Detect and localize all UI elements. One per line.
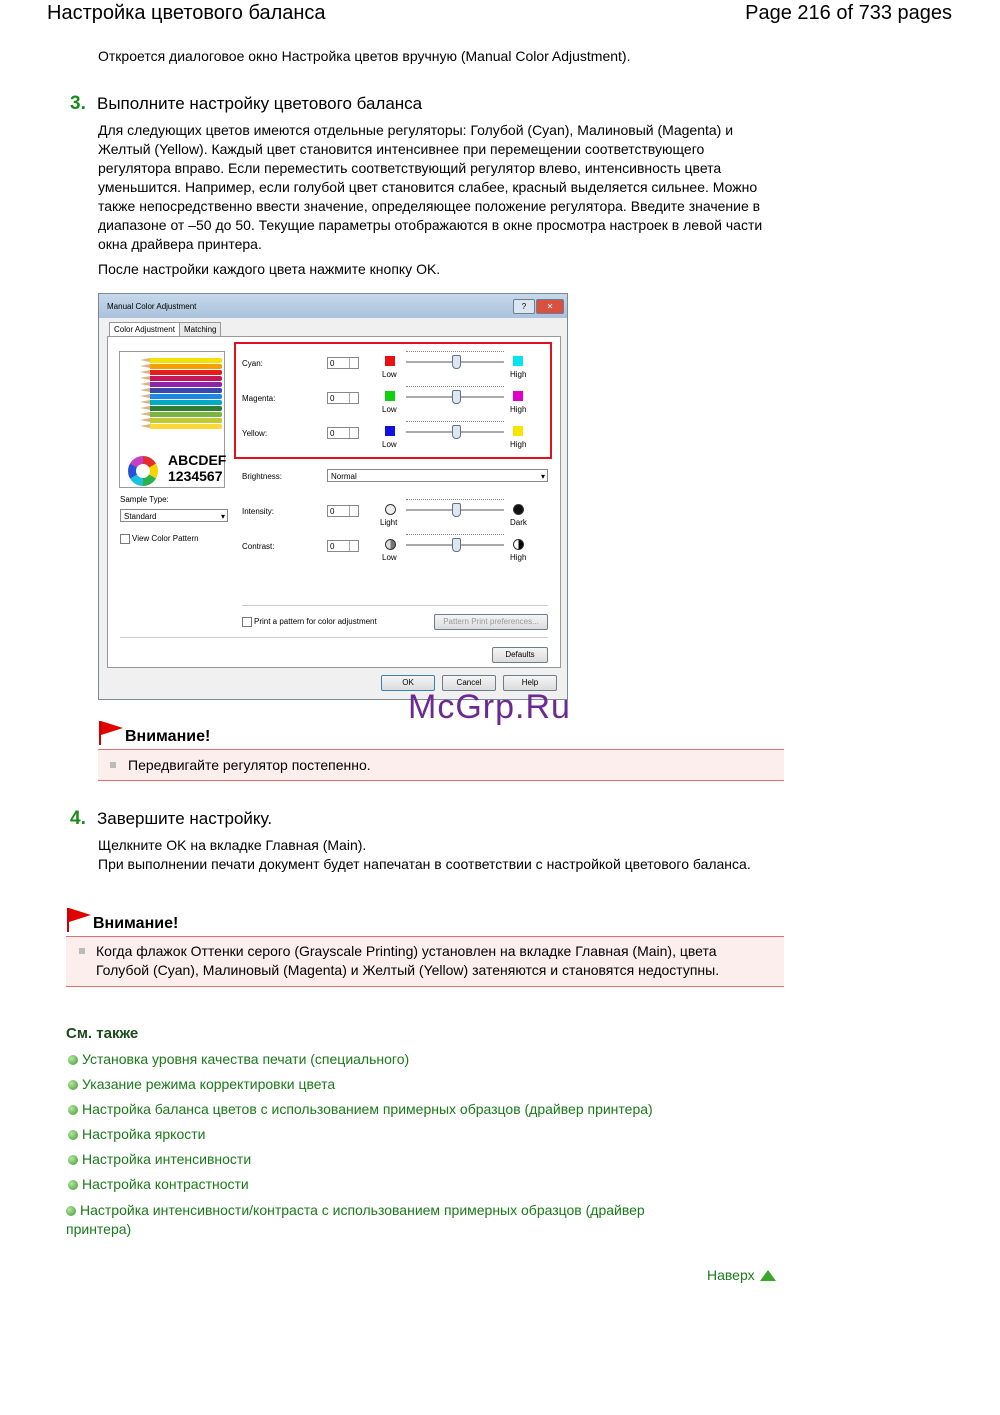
pencil-red bbox=[150, 370, 222, 375]
manual-color-adjustment-dialog bbox=[98, 293, 568, 700]
yellow-value-input[interactable]: 0 bbox=[327, 427, 359, 439]
help-icon[interactable]: ? bbox=[513, 299, 535, 314]
tab-matching[interactable]: Matching bbox=[179, 322, 221, 338]
pencil-lightgreen bbox=[150, 412, 222, 417]
cyan-slider-thumb[interactable] bbox=[452, 355, 461, 369]
cyan-value-input[interactable]: 0 bbox=[327, 357, 359, 369]
back-to-top-label[interactable]: Наверх bbox=[707, 1267, 755, 1283]
bullet-icon bbox=[66, 1206, 76, 1216]
low-contrast-icon bbox=[385, 539, 396, 550]
red-swatch bbox=[385, 356, 395, 366]
bullet-icon bbox=[68, 1105, 78, 1115]
contrast-value-input[interactable]: 0 bbox=[327, 540, 359, 552]
step-3-heading bbox=[70, 93, 422, 115]
see-also-link[interactable] bbox=[68, 1050, 409, 1069]
up-arrow-icon bbox=[760, 1270, 776, 1281]
defaults-button[interactable]: Defaults bbox=[492, 647, 548, 663]
bullet-icon bbox=[68, 1180, 78, 1190]
pencil-indigo bbox=[150, 388, 222, 393]
intensity-label: Intensity: bbox=[242, 507, 275, 516]
light-circle-icon bbox=[385, 504, 396, 515]
pencil-yellow bbox=[150, 358, 222, 363]
intensity-slider-thumb[interactable] bbox=[452, 503, 461, 517]
intro-text: Откроется диалоговое окно Настройка цветов вручную (Manual Color Adjustment). bbox=[98, 48, 631, 64]
divider bbox=[242, 605, 548, 606]
dialog-title: Manual Color Adjustment bbox=[107, 302, 197, 311]
cyan-label: Cyan: bbox=[242, 359, 263, 368]
divider bbox=[120, 637, 548, 638]
back-to-top-link[interactable] bbox=[707, 1267, 776, 1283]
bullet-icon bbox=[79, 948, 85, 954]
page-title: Настройка цветового баланса bbox=[47, 2, 326, 24]
watermark: McGrp.Ru bbox=[408, 688, 571, 726]
slider-ticks bbox=[406, 421, 504, 424]
page-counter: Page 216 of 733 pages bbox=[745, 2, 952, 24]
magenta-label: Magenta: bbox=[242, 394, 276, 403]
print-pattern-checkbox[interactable] bbox=[242, 617, 252, 627]
step-title: Выполните настройку цветового баланса bbox=[97, 94, 423, 113]
link-text[interactable]: Установка уровня качества печати (специального) bbox=[82, 1051, 410, 1067]
tab-color-adjustment[interactable]: Color Adjustment bbox=[109, 322, 180, 338]
pencil-lime bbox=[150, 418, 222, 423]
yellow-label: Yellow: bbox=[242, 429, 268, 438]
preview-letters bbox=[168, 452, 226, 484]
high-contrast-icon bbox=[513, 539, 524, 550]
step-title: Завершите настройку. bbox=[97, 809, 273, 828]
bullet-icon bbox=[68, 1080, 78, 1090]
slider-ticks bbox=[406, 534, 504, 537]
link-text[interactable]: Настройка контрастности bbox=[82, 1176, 249, 1192]
low-label: Low bbox=[382, 405, 397, 414]
pencil-orange bbox=[150, 364, 222, 369]
see-also-link[interactable] bbox=[66, 1201, 706, 1239]
preview-image bbox=[119, 351, 225, 488]
preview-text-1: ABCDEF bbox=[168, 452, 227, 468]
ok-button[interactable]: OK bbox=[381, 675, 435, 691]
see-also-link[interactable] bbox=[68, 1175, 249, 1194]
see-also-link[interactable] bbox=[68, 1100, 653, 1119]
blue-swatch bbox=[385, 426, 395, 436]
sample-type-label: Sample Type: bbox=[120, 495, 169, 504]
link-text[interactable]: Настройка интенсивности bbox=[82, 1151, 252, 1167]
pencil-gold bbox=[150, 424, 222, 429]
link-text[interactable]: Настройка яркости bbox=[82, 1126, 206, 1142]
print-pattern-label: Print a pattern for color adjustment bbox=[254, 617, 377, 626]
green-swatch bbox=[385, 391, 395, 401]
intensity-value-input[interactable]: 0 bbox=[327, 505, 359, 517]
see-also-title: См. также bbox=[66, 1025, 139, 1042]
view-color-pattern-label: View Color Pattern bbox=[132, 534, 199, 543]
low-label: Low bbox=[382, 553, 397, 562]
contrast-slider-thumb[interactable] bbox=[452, 538, 461, 552]
bullet-icon bbox=[68, 1130, 78, 1140]
see-also-link[interactable] bbox=[68, 1125, 205, 1144]
pencil-blue bbox=[150, 394, 222, 399]
color-wheel-icon bbox=[128, 456, 158, 486]
cyan-swatch bbox=[513, 356, 523, 366]
high-label: High bbox=[510, 553, 527, 562]
pattern-print-preferences-button[interactable]: Pattern Print preferences... bbox=[434, 614, 548, 630]
warning-box bbox=[66, 936, 784, 987]
magenta-swatch bbox=[513, 391, 523, 401]
brightness-label: Brightness: bbox=[242, 472, 283, 481]
link-text[interactable]: Настройка баланса цветов с использованием примерных образцов (драйвер принтера) bbox=[82, 1101, 653, 1117]
pencil-green bbox=[150, 406, 222, 411]
bullet-icon bbox=[68, 1055, 78, 1065]
yellow-swatch bbox=[513, 426, 523, 436]
dark-label: Dark bbox=[510, 518, 527, 527]
step-4-line-1: Щелкните OK на вкладке Главная (Main). bbox=[98, 837, 367, 853]
slider-ticks bbox=[406, 386, 504, 389]
light-label: Light bbox=[380, 518, 398, 527]
brightness-select[interactable]: Normal ▾ bbox=[327, 469, 548, 482]
low-label: Low bbox=[382, 370, 397, 379]
magenta-slider-thumb[interactable] bbox=[452, 390, 461, 404]
see-also-link[interactable] bbox=[68, 1150, 251, 1169]
link-text[interactable]: Настройка интенсивности/контраста с использованием примерных образцов (драйвер принтера) bbox=[66, 1202, 645, 1237]
close-icon[interactable]: ✕ bbox=[536, 299, 564, 314]
step-number: 3. bbox=[70, 93, 86, 114]
sample-type-select[interactable]: Standard ▾ bbox=[120, 509, 228, 522]
warning-box bbox=[98, 749, 784, 781]
step-3-after: После настройки каждого цвета нажмите кнопку OK. bbox=[98, 261, 441, 277]
bullet-icon bbox=[68, 1155, 78, 1165]
warning-text: Когда флажок Оттенки серого (Grayscale Printing) установлен на вкладке Главная (Main), цвета Голубой (Cyan), Малиновый (Magenta) и Желтый (Yellow) затеняются и становятся недоступны. bbox=[96, 943, 720, 978]
cancel-button[interactable]: Cancel bbox=[442, 675, 496, 691]
pencil-crimson bbox=[150, 376, 222, 381]
step-4-heading bbox=[70, 808, 272, 830]
yellow-slider-thumb[interactable] bbox=[452, 425, 461, 439]
warning-text: Передвигайте регулятор постепенно. bbox=[128, 757, 371, 773]
dark-circle-icon bbox=[513, 504, 524, 515]
bullet-icon bbox=[110, 762, 116, 768]
high-label: High bbox=[510, 405, 527, 414]
step-4-line-2: При выполнении печати документ будет напечатан в соответствии с настройкой цветового баланса. bbox=[98, 856, 751, 872]
dialog-title-bar bbox=[99, 294, 567, 318]
contrast-label: Contrast: bbox=[242, 542, 275, 551]
slider-ticks bbox=[406, 499, 504, 502]
warning-flag-icon bbox=[66, 907, 92, 933]
step-number: 4. bbox=[70, 808, 86, 829]
help-button[interactable]: Help bbox=[503, 675, 557, 691]
pencil-cyan bbox=[150, 400, 222, 405]
high-label: High bbox=[510, 440, 527, 449]
link-text[interactable]: Указание режима корректировки цвета bbox=[82, 1076, 336, 1092]
low-label: Low bbox=[382, 440, 397, 449]
see-also-link[interactable] bbox=[68, 1075, 335, 1094]
step-3-body: Для следующих цветов имеются отдельные регуляторы: Голубой (Cyan), Малиновый (Magenta) и Желтый (Yellow). Каждый цвет становится интенсивнее при перемещении соответствующего регулятора вправо. Если переместить соответствующий регулятор влево, интенсивность цвета уменьшится. Например, если голубой цвет становится слабее, красный выделяется сильнее. Можно также непосредственно ввести значение, определяющее положение регулятора. Введите значение в диапазоне от –50 до 50. Текущие параметры отображаются в окне просмотра настроек в левой части окна драйвера принтера. bbox=[98, 122, 763, 252]
view-color-pattern-checkbox[interactable] bbox=[120, 534, 130, 544]
warning-flag-icon bbox=[98, 720, 124, 746]
warning-title: Внимание! bbox=[125, 728, 211, 745]
color-adjustment-panel bbox=[107, 336, 561, 668]
warning-title: Внимание! bbox=[93, 915, 179, 932]
pencil-purple bbox=[150, 382, 222, 387]
slider-ticks bbox=[406, 351, 504, 354]
preview-text-2: 1234567 bbox=[168, 468, 223, 484]
high-label: High bbox=[510, 370, 527, 379]
magenta-value-input[interactable]: 0 bbox=[327, 392, 359, 404]
